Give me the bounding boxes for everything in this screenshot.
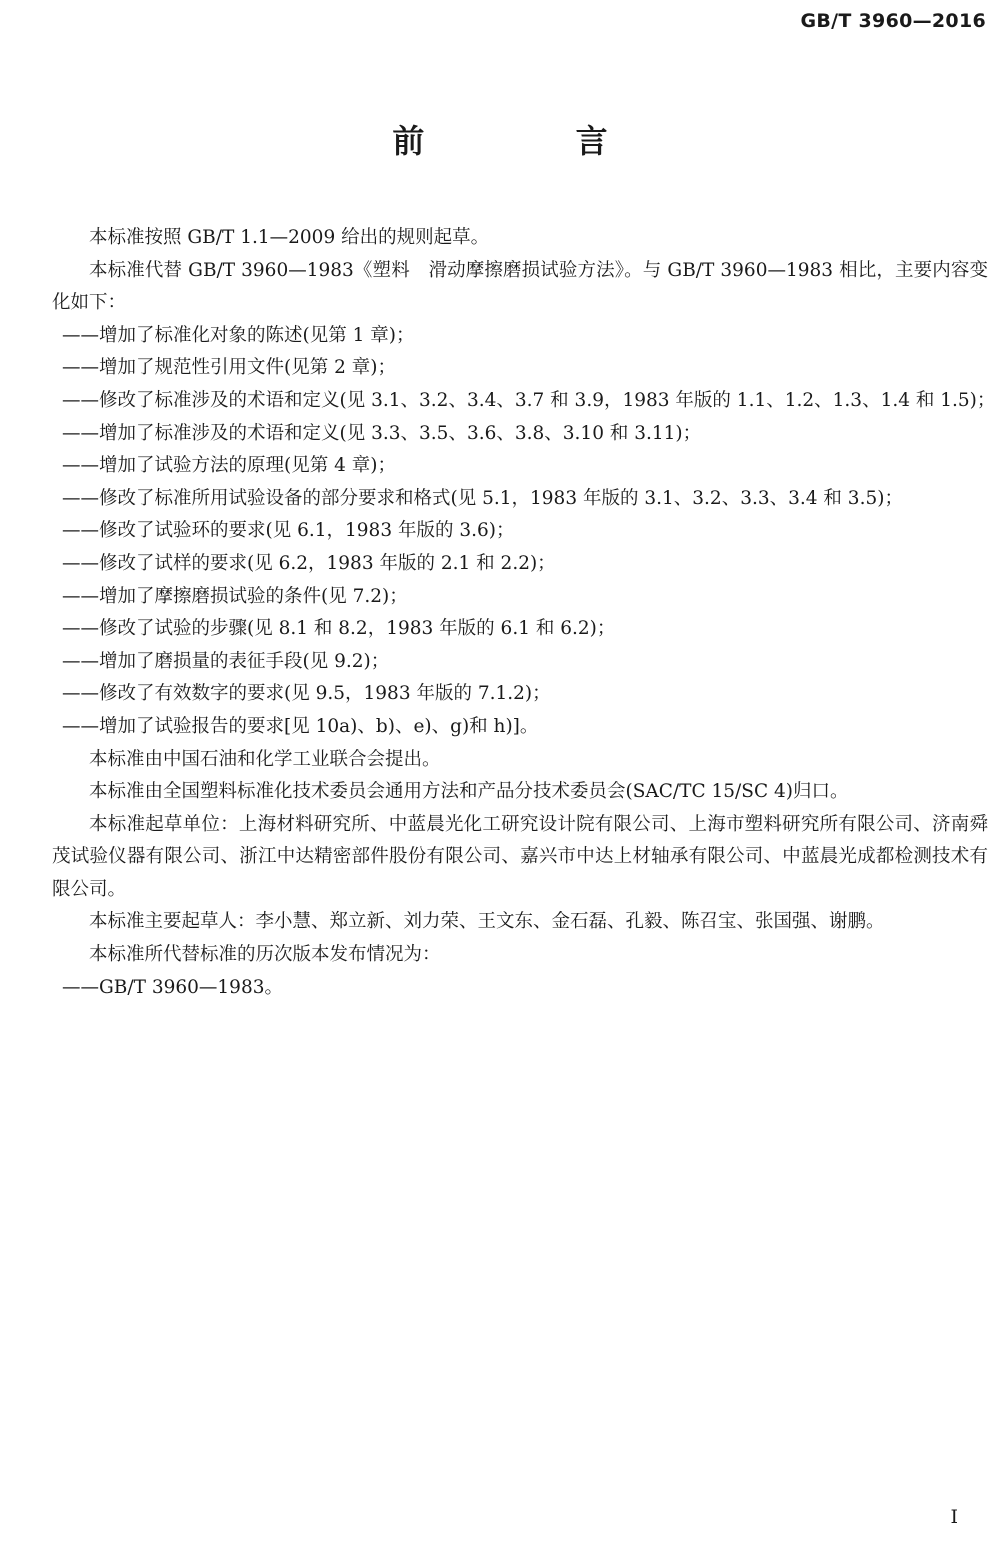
list-item: ——增加了标准化对象的陈述(见第 1 章)； xyxy=(62,324,415,346)
page-number: I xyxy=(950,1506,958,1528)
paragraph: 本标准代替 GB/T 3960—1983《塑料 滑动摩擦磨损试验方法》。与 GB/T 3960—1983 相比，主要内容变化如下： xyxy=(52,259,988,314)
list-item: ——修改了有效数字的要求(见 9.5，1983 年版的 7.1.2)； xyxy=(62,683,551,705)
paragraph: 本标准由中国石油和化学工业联合会提出。 xyxy=(89,748,441,770)
page-title: 前 言 xyxy=(392,122,678,160)
standard-code: GB/T 3960—2016 xyxy=(800,10,986,32)
list-item: ——增加了摩擦磨损试验的条件(见 7.2)； xyxy=(62,585,408,607)
paragraph: 本标准按照 GB/T 1.1—2009 给出的规则起草。 xyxy=(89,227,490,248)
list-item: ——修改了标准所用试验设备的部分要求和格式(见 5.1，1983 年版的 3.1、3.2、3.3、3.4 和 3.5)； xyxy=(62,487,903,509)
document-body xyxy=(52,222,996,1004)
paragraph: 本标准由全国塑料标准化技术委员会通用方法和产品分技术委员会(SAC/TC 15/SC 4)归口。 xyxy=(89,781,849,803)
list-item: ——修改了试验的步骤(见 8.1 和 8.2，1983 年版的 6.1 和 6.2)； xyxy=(62,618,616,640)
list-item: ——增加了试验报告的要求[见 10a)、b)、e)、g)和 h)]。 xyxy=(62,715,539,737)
list-item: ——修改了标准涉及的术语和定义(见 3.1、3.2、3.4、3.7 和 3.9，1983 年版的 1.1、1.2、1.3、1.4 和 1.5)； xyxy=(62,389,996,411)
list-item: ——增加了试验方法的原理(见第 4 章)； xyxy=(62,455,396,477)
list-item: ——GB/T 3960—1983。 xyxy=(62,976,283,998)
paragraph: 本标准主要起草人：李小慧、郑立新、刘力荣、王文东、金石磊、孔毅、陈召宝、张国强、谢鹏。 xyxy=(89,911,885,933)
list-item: ——增加了磨损量的表征手段(见 9.2)； xyxy=(62,650,390,672)
list-item: ——修改了试样的要求(见 6.2，1983 年版的 2.1 和 2.2)； xyxy=(62,552,556,574)
list-item: ——修改了试验环的要求(见 6.1，1983 年版的 3.6)； xyxy=(62,520,515,542)
list-item: ——增加了规范性引用文件(见第 2 章)； xyxy=(62,357,396,379)
paragraph: 本标准所代替标准的历次版本发布情况为： xyxy=(89,944,441,966)
list-item: ——增加了标准涉及的术语和定义(见 3.3、3.5、3.6、3.8、3.10 和 3.11)； xyxy=(62,422,702,444)
paragraph: 本标准起草单位：上海材料研究所、中蓝晨光化工研究设计院有限公司、上海市塑料研究所有限公司、济南舜茂试验仪器有限公司、浙江中达精密部件股份有限公司、嘉兴市中达上材轴承有限公司、中蓝晨光成都检测技术有限公司。 xyxy=(52,813,988,900)
